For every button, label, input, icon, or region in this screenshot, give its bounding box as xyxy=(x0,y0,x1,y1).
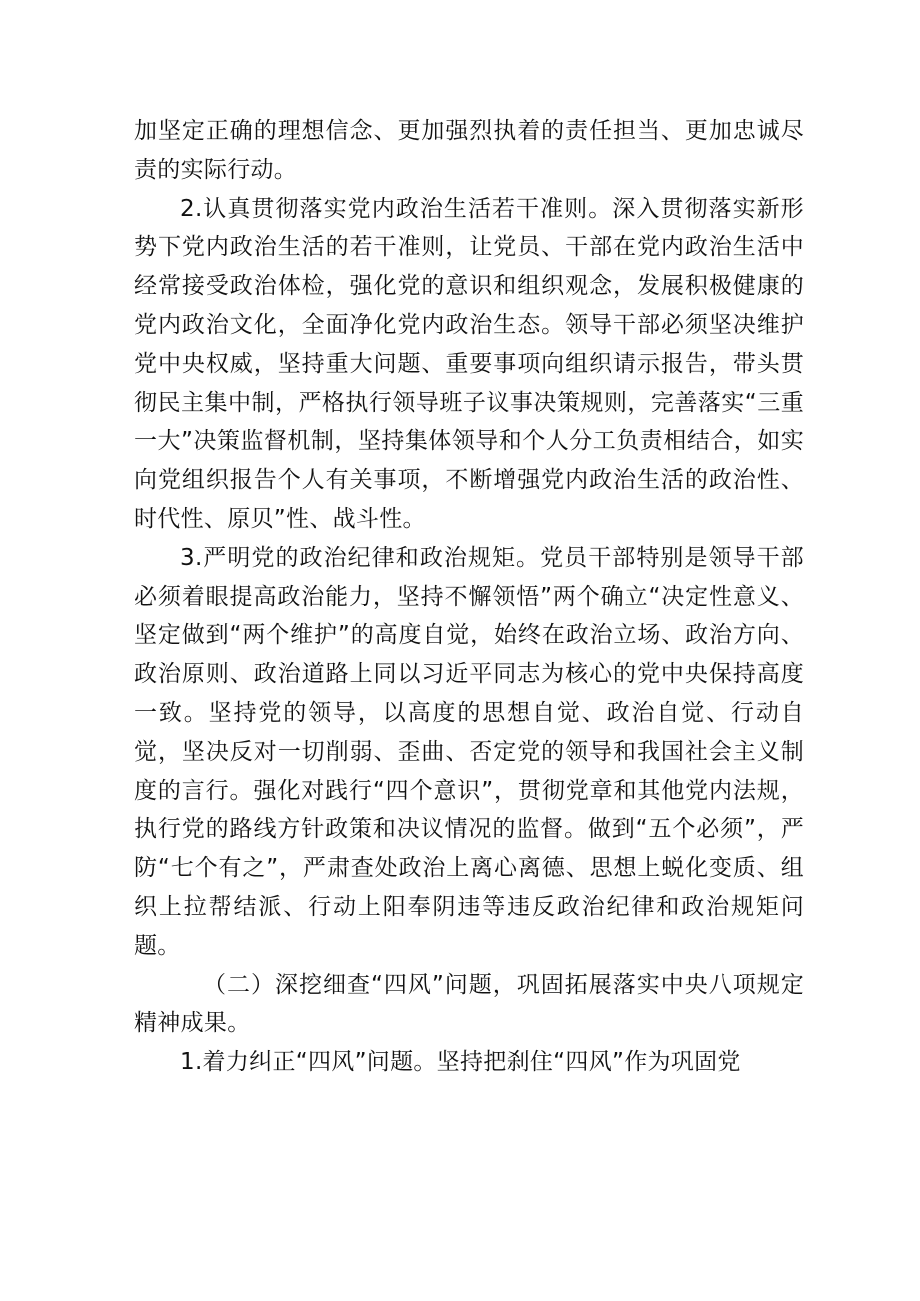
item-text: .严明党的政治纪律和政治规矩。党员干部特别是领导干部必须着眼提高政治能力，坚持不懈领悟”两个确立“决定性意义、坚定做到“两个维护”的高度自觉，始终在政治立场、政治方向、政治原则、政治道路上同以习近平同志为核心的党中央保持高度一致。坚持党的领导，以高度的思想自觉、政治自觉、行动自觉，坚决反对一切削弱、歪曲、否定党的领导和我国社会主义制度的言行。强化对践行“四个意识”，贯彻党章和其他党内法规，执行党的路线方针政策和决议情况的监督。做到“五个必须”，严防“七个有之”，严肃查处政治上离心离德、思想上蜕化变质、组织上拉帮结派、行动上阳奉阴违等违反政治纪律和政治规矩问题。 xyxy=(134,544,804,959)
item-text: .认真贯彻落实党内政治生活若干准则。深入贯彻落实新形势下党内政治生活的若干准则，让党员、干部在党内政治生活中经常接受政治体检，强化党的意识和组织观念，发展积极健康的党内政治文化，全面净化党内政治生态。领导干部必须坚决维护党中央权威，坚持重大问题、重要事项向组织请示报告，带头贯彻民主集中制，严格执行领导班子议事决策规则，完善落实“三重一大”决策监督机制，坚持集体领导和个人分工负责相结合，如实向党组织报告个人有关事项，不断增强党内政治生活的政治性、时代性、原贝”性、战斗性。 xyxy=(134,195,804,532)
document-body xyxy=(134,112,804,1082)
paragraph-item-3 xyxy=(134,539,804,966)
item-number: 2 xyxy=(180,195,195,222)
paragraph-item-2 xyxy=(134,190,804,539)
item-text: .着力纠正“四风”问题。坚持把刹住“四风”作为巩固党 xyxy=(194,1049,741,1076)
section-heading-2: （二）深挖细查“四风”问题，巩固拓展落实中央八项规定精神成果。 xyxy=(134,971,804,1037)
item-number: 1 xyxy=(180,1049,195,1076)
item-number: 3 xyxy=(180,544,195,571)
paragraph-continuation: 加坚定正确的理想信念、更加强烈执着的责任担当、更加忠诚尽责的实际行动。 xyxy=(134,118,804,183)
paragraph-item-1 xyxy=(134,1043,804,1082)
